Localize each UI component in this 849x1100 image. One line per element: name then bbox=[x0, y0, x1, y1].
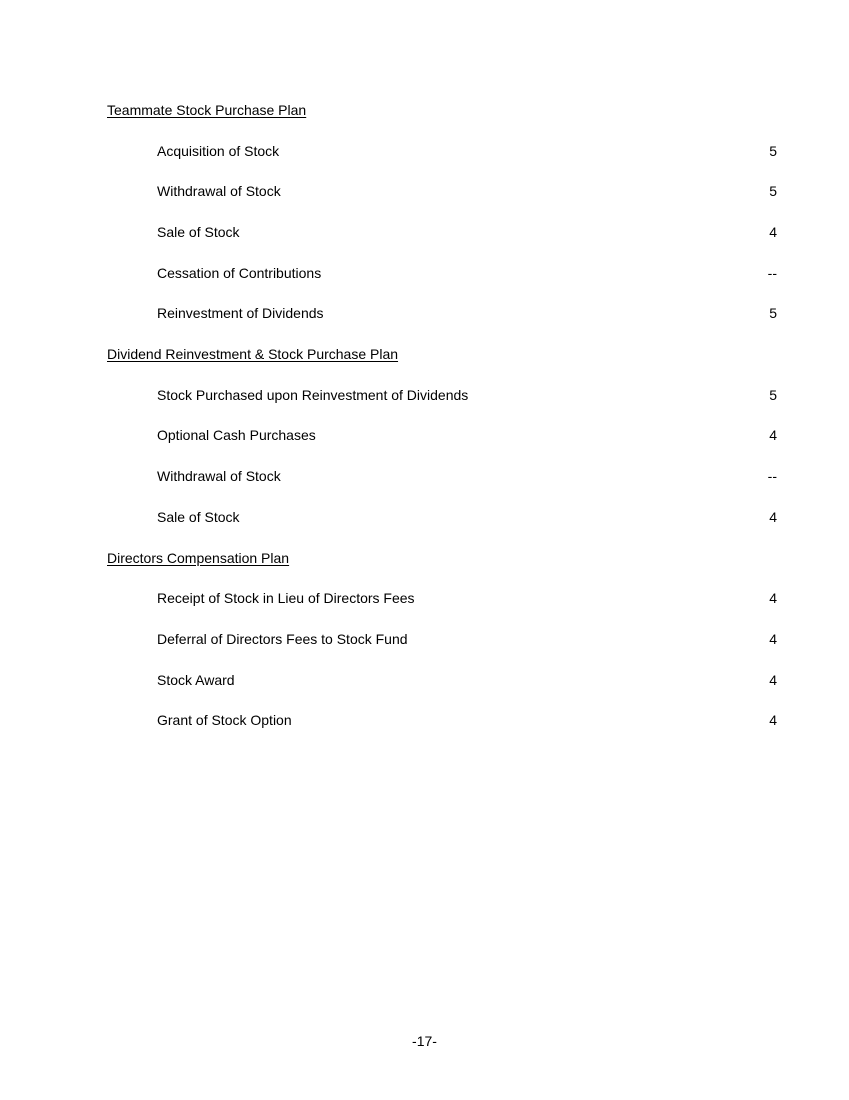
row-label: Stock Award bbox=[157, 672, 235, 688]
row-label: Cessation of Contributions bbox=[157, 265, 322, 281]
list-item bbox=[0, 590, 849, 610]
section-heading: Dividend Reinvestment & Stock Purchase Plan bbox=[107, 346, 399, 362]
list-item bbox=[0, 387, 849, 407]
section-heading: Directors Compensation Plan bbox=[107, 550, 290, 566]
section-heading: Teammate Stock Purchase Plan bbox=[107, 102, 307, 118]
row-label: Optional Cash Purchases bbox=[157, 427, 316, 443]
row-label: Sale of Stock bbox=[157, 509, 240, 525]
list-item bbox=[0, 305, 849, 325]
row-label: Withdrawal of Stock bbox=[157, 468, 281, 484]
row-value: 4 bbox=[769, 427, 777, 443]
row-value: 4 bbox=[769, 590, 777, 606]
list-item bbox=[0, 183, 849, 203]
row-label: Stock Purchased upon Reinvestment of Dividends bbox=[157, 387, 469, 403]
row-label: Acquisition of Stock bbox=[157, 143, 280, 159]
list-item bbox=[0, 265, 849, 285]
row-label: Grant of Stock Option bbox=[157, 712, 292, 728]
row-value: 5 bbox=[769, 183, 777, 199]
list-item bbox=[0, 143, 849, 163]
list-item bbox=[0, 224, 849, 244]
list-item bbox=[0, 631, 849, 651]
row-value: 4 bbox=[769, 224, 777, 240]
row-value: 4 bbox=[769, 509, 777, 525]
list-item bbox=[0, 509, 849, 529]
row-value: -- bbox=[767, 265, 777, 281]
row-value: 4 bbox=[769, 712, 777, 728]
row-value: 5 bbox=[769, 305, 777, 321]
list-item bbox=[0, 468, 849, 488]
list-item bbox=[0, 427, 849, 447]
list-item bbox=[0, 672, 849, 692]
row-value: 4 bbox=[769, 631, 777, 647]
row-value: 5 bbox=[769, 387, 777, 403]
row-label: Sale of Stock bbox=[157, 224, 240, 240]
row-label: Reinvestment of Dividends bbox=[157, 305, 324, 321]
page-number: -17- bbox=[412, 1033, 437, 1049]
row-value: 4 bbox=[769, 672, 777, 688]
row-value: -- bbox=[767, 468, 777, 484]
row-label: Receipt of Stock in Lieu of Directors Fees bbox=[157, 590, 415, 606]
list-item bbox=[0, 712, 849, 732]
row-label: Withdrawal of Stock bbox=[157, 183, 281, 199]
row-label: Deferral of Directors Fees to Stock Fund bbox=[157, 631, 408, 647]
row-value: 5 bbox=[769, 143, 777, 159]
